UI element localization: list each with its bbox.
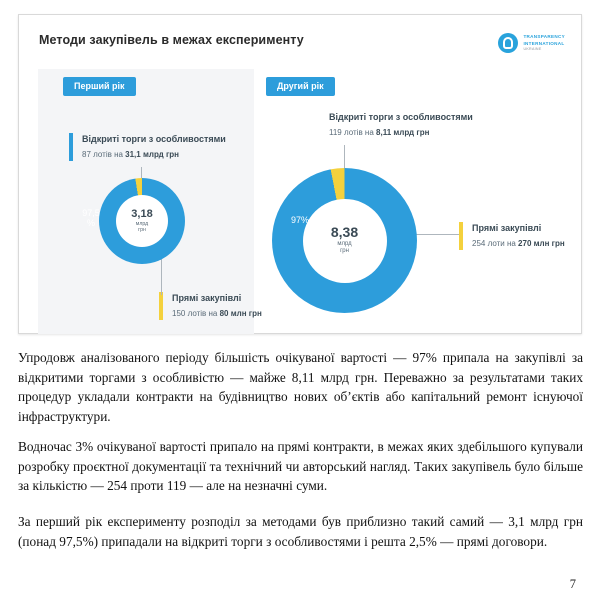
year1-direct-procurement-subtitle [172, 308, 262, 320]
logo-line-3: UKRAINE [523, 46, 542, 51]
paragraph-1: Упродовж аналізованого періоду більшість очікуваної вартості — 97% припала на закупівлі за відкритими торгами з особливістю — майже 8,11 млрд грн. Переважно за результатами таких процедур укладали контракти на будівництво нових об’єктів або капітальний ремонт існуючої інфраструктури. [18, 350, 583, 425]
year1-donut-chart [99, 178, 185, 264]
year2-donut-chart [272, 168, 417, 313]
page-number: 7 [569, 577, 576, 591]
year2-open-leader-line [344, 145, 345, 169]
year1-donut-center [116, 195, 168, 247]
year1-open-procurement-title: Відкриті торги з особливостями [82, 134, 226, 144]
year2-open-lots: 119 лотів на [329, 127, 377, 137]
year2-open-procurement-legend [329, 111, 473, 139]
year1-direct-lots: 150 лотів на [172, 308, 220, 318]
year1-direct-procurement-legend [159, 292, 262, 320]
year1-center-unit-1: млрд [135, 220, 149, 227]
paragraph-2: Водночас 3% очікуваної вартості припало на прямі контракти, в межах яких здебільшого купували розробку проєктної документації та технічний чи авторський нагляд. Таких закупівель було більше за кількістю — 254 проти 119 — але на незначні суми. [18, 439, 583, 494]
year2-open-amount: 8,11 млрд грн [376, 127, 430, 137]
year2-direct-procurement-legend [459, 222, 565, 250]
year2-center-value: 8,38 [330, 224, 359, 241]
year1-direct-leader-line-vertical [161, 259, 162, 295]
year2-direct-procurement-subtitle [472, 238, 565, 250]
logo-text [523, 34, 565, 51]
year1-open-percent-label [79, 208, 103, 229]
year2-open-percent-label: 97% [290, 215, 309, 225]
logo-mark-icon [498, 33, 518, 53]
year2-center-unit-1: млрд [337, 240, 352, 247]
logo-line-1: TRANSPARENCY [523, 34, 565, 40]
year2-donut-center [303, 199, 387, 283]
year2-direct-amount: 270 млн грн [518, 238, 565, 248]
procurement-methods-figure [18, 14, 582, 334]
paragraph-3: За перший рік експерименту розподіл за методами був приблизно такий самий — 3,1 млрд грн (понад 97,5%) припадали на відкриті торги з особливостями і решта 2,5% — прямі договори. [18, 514, 583, 549]
year1-open-procurement-subtitle [82, 149, 226, 161]
year2-direct-procurement-title: Прямі закупівлі [472, 223, 542, 233]
year1-center-unit-2: грн [138, 227, 146, 234]
year1-open-percent-value: 97,5 [82, 208, 100, 218]
year2-direct-leader-line [415, 234, 459, 235]
transparency-international-logo [498, 33, 565, 53]
year1-direct-procurement-title: Прямі закупівлі [172, 293, 242, 303]
year1-open-procurement-legend [69, 133, 226, 161]
year1-open-lots: 87 лотів на [82, 149, 126, 159]
year2-open-procurement-title: Відкриті торги з особливостями [329, 112, 473, 122]
year1-direct-amount: 80 млн грн [219, 308, 262, 318]
figure-title: Методи закупівель в межах експерименту [39, 33, 304, 47]
year1-tag: Перший рік [63, 77, 136, 96]
year2-direct-lots: 254 лоти на [472, 238, 519, 248]
year1-open-percent-sign: % [86, 218, 95, 229]
year2-center-unit-2: грн [340, 248, 349, 255]
year1-open-amount: 31,1 млрд грн [125, 149, 179, 159]
year1-center-value: 3,18 [131, 208, 153, 221]
year2-open-procurement-subtitle [329, 127, 473, 139]
logo-line-2: INTERNATIONAL [523, 40, 565, 46]
year2-tag: Другий рік [266, 77, 335, 96]
